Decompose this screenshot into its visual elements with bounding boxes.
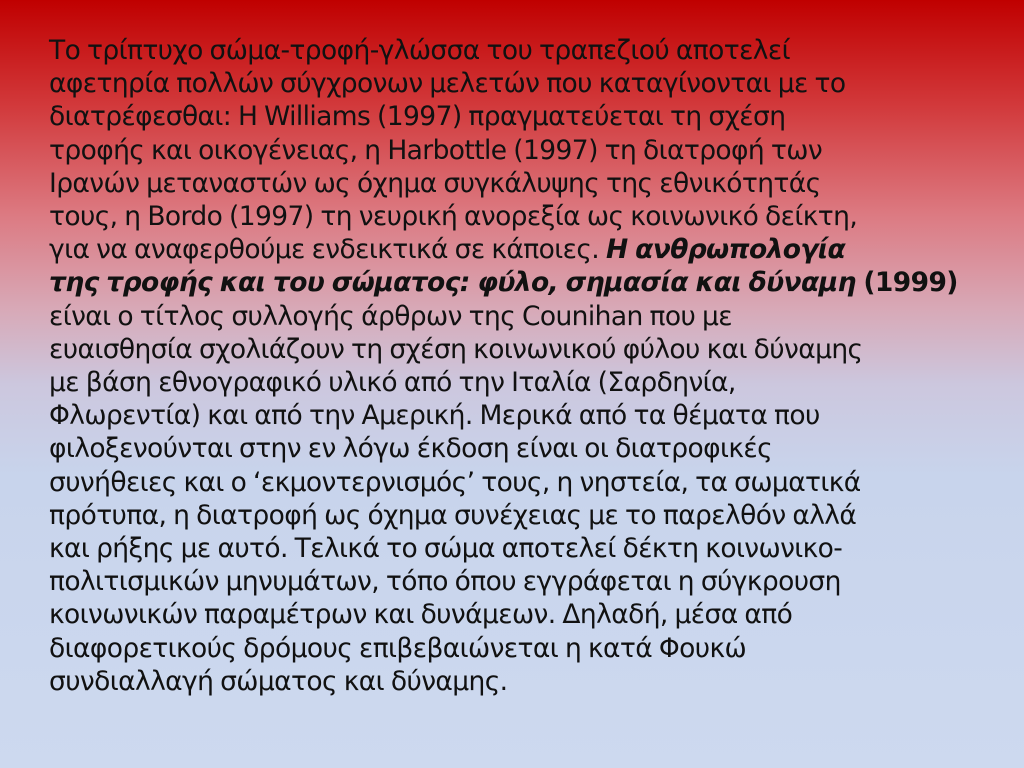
book-year: (1999) [855, 267, 958, 299]
text-line [49, 233, 1004, 266]
text-line: αφετηρία πολλών σύγχρονων μελετών που καταγίνονται με το [49, 68, 846, 100]
text-line: πρότυπα, η διατροφή ως όχημα συνέχειας με το παρελθόν αλλά [49, 499, 857, 531]
text-line: Ιρανών μεταναστών ως όχημα συγκάλυψης της εθνικότητάς [49, 167, 821, 199]
text-run: για να αναφερθούμε ενδεικτικά σε κάποιες. [49, 234, 606, 266]
text-line: τους, η Bordo (1997) τη νευρική ανορεξία ως κοινωνικό δείκτη, [49, 201, 858, 233]
text-line: κοινωνικών παραμέτρων και δυνάμεων. Δηλαδή, μέσα από [49, 599, 793, 631]
text-line: πολιτισμικών μηνυμάτων, τόπο όπου εγγράφεται η σύγκρουση [49, 566, 841, 598]
text-line: διατρέφεσθαι: Η Williams (1997) πραγματεύεται τη σχέση [49, 101, 786, 133]
text-line: Το τρίπτυχο σώμα-τροφή-γλώσσα του τραπεζιού αποτελεί [49, 35, 790, 66]
text-line: συνήθειες και ο ‘εκμοντερνισμός’ τους, η νηστεία, τα σωματικά [49, 466, 861, 498]
text-line: είναι ο τίτλος συλλογής άρθρων της Counihan που με [49, 300, 732, 332]
text-line: φιλοξενούνται στην εν λόγω έκδοση είναι οι διατροφικές [49, 433, 773, 465]
body-paragraph [49, 34, 1004, 698]
book-title-part-2: της τροφής και του σώματος: φύλο, σημασία και δύναμη [49, 267, 856, 299]
text-line: ευαισθησία σχολιάζουν τη σχέση κοινωνικού φύλου και δύναμης [49, 333, 863, 365]
text-line: συνδιαλλαγή σώματος και δύναμης. [49, 665, 508, 697]
text-line: και ρήξης με αυτό. Τελικά το σώμα αποτελεί δέκτη κοινωνικο- [49, 533, 843, 565]
text-line: με βάση εθνογραφικό υλικό από την Ιταλία (Σαρδηνία, [49, 367, 736, 399]
text-line: διαφορετικούς δρόμους επιβεβαιώνεται η κατά Φουκώ [49, 632, 747, 664]
text-line: Φλωρεντία) και από την Αμερική. Μερικά από τα θέματα που [49, 400, 820, 432]
text-line: τροφής και οικογένειας, η Harbottle (1997) τη διατροφή των [49, 134, 823, 166]
text-line [49, 266, 1004, 299]
book-title-part-1: Η ανθρωπολογία [605, 234, 846, 266]
